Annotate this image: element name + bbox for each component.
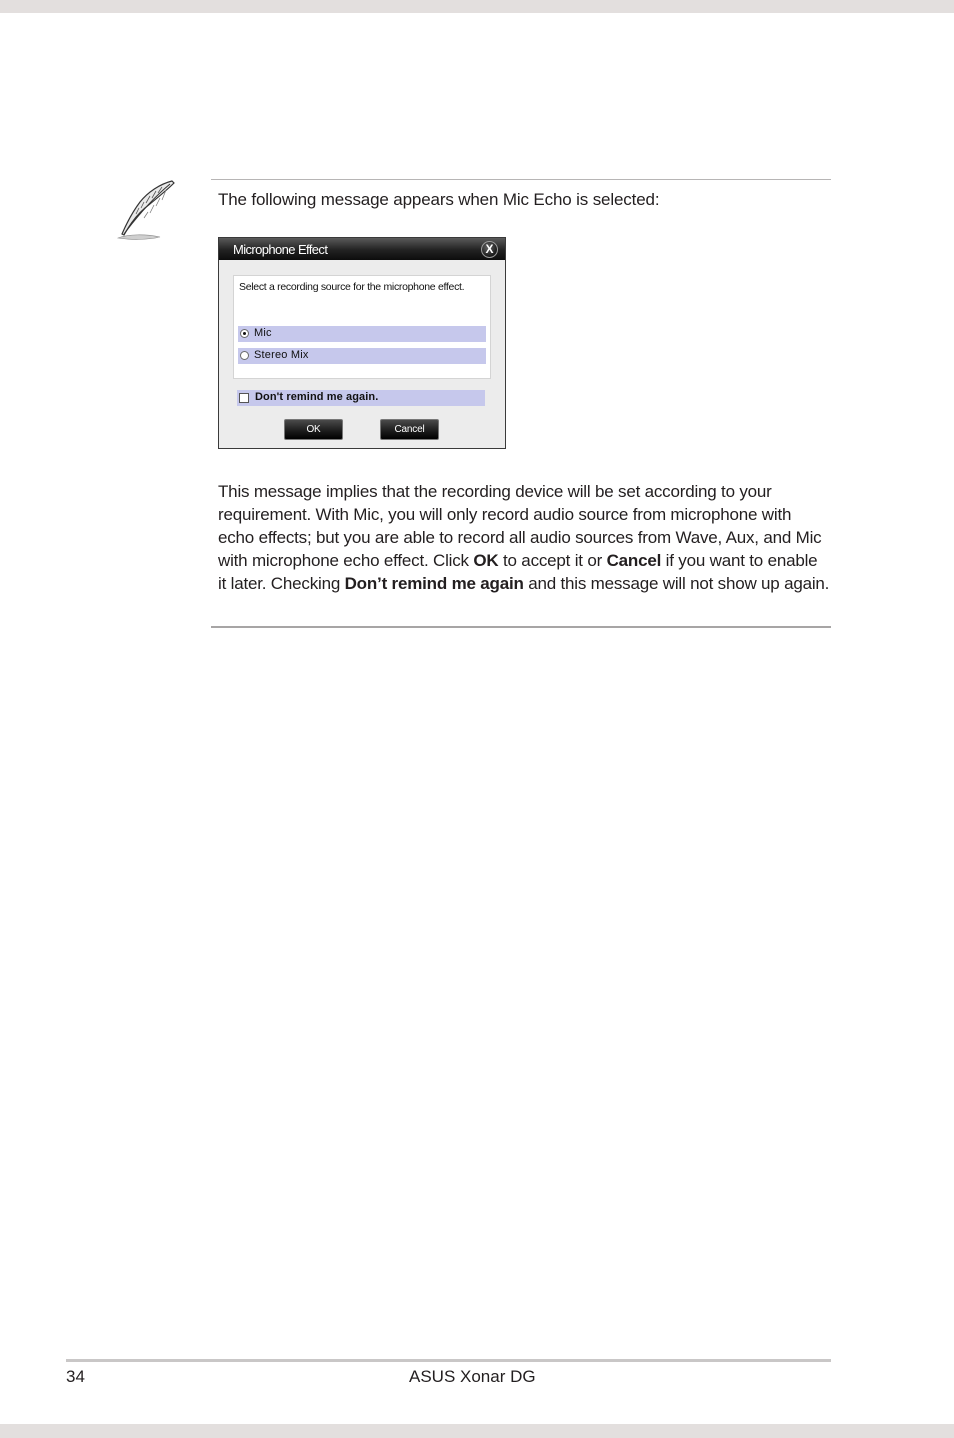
top-band bbox=[0, 0, 954, 13]
microphone-effect-dialog bbox=[218, 237, 506, 449]
option-stereo-mix-label: Stereo Mix bbox=[254, 349, 309, 361]
remind-term: Don’t remind me again bbox=[344, 574, 524, 593]
option-stereo-mix[interactable] bbox=[238, 348, 486, 364]
radio-selected-dot bbox=[243, 332, 246, 335]
option-mic[interactable] bbox=[238, 326, 486, 342]
dialog-titlebar[interactable] bbox=[219, 238, 505, 260]
ok-term: OK bbox=[473, 551, 499, 570]
note-body-text bbox=[218, 480, 830, 595]
cancel-term: Cancel bbox=[606, 551, 662, 570]
cancel-button[interactable]: Cancel bbox=[380, 419, 439, 440]
quill-pen-icon bbox=[112, 178, 180, 242]
page-number: 34 bbox=[66, 1367, 85, 1386]
recording-source-panel bbox=[233, 275, 491, 379]
radio-mic[interactable] bbox=[240, 329, 249, 338]
note-intro-text: The following message appears when Mic Echo is selected: bbox=[218, 190, 660, 209]
dont-remind-row[interactable] bbox=[237, 390, 485, 406]
note-bottom-rule bbox=[211, 626, 831, 628]
dialog-prompt: Select a recording source for the microphone effect. bbox=[239, 281, 465, 293]
product-name: ASUS Xonar DG bbox=[409, 1367, 536, 1386]
body-text-part-3: if you want to enable it later. Checking bbox=[218, 551, 818, 593]
bottom-band bbox=[0, 1424, 954, 1438]
dont-remind-checkbox[interactable] bbox=[239, 393, 249, 403]
body-text-part-2: to accept it or bbox=[498, 551, 607, 570]
footer-rule bbox=[66, 1359, 831, 1362]
dont-remind-label: Don't remind me again. bbox=[255, 391, 379, 403]
option-mic-label: Mic bbox=[254, 327, 272, 339]
dialog-title: Microphone Effect bbox=[233, 242, 328, 257]
note-top-rule bbox=[211, 179, 831, 180]
ok-button[interactable]: OK bbox=[284, 419, 343, 440]
body-text-part-4: and this message will not show up again. bbox=[523, 574, 830, 593]
close-icon[interactable]: X bbox=[481, 241, 498, 258]
body-text-part-1: This message implies that the recording device will be set according to your requirement. With Mic, you will only record audio source from microphone with echo effects; but you are able to record all audio sources from Wave, Aux, and Mic with microphone echo effect. Click bbox=[218, 482, 822, 570]
radio-stereo-mix[interactable] bbox=[240, 351, 249, 360]
